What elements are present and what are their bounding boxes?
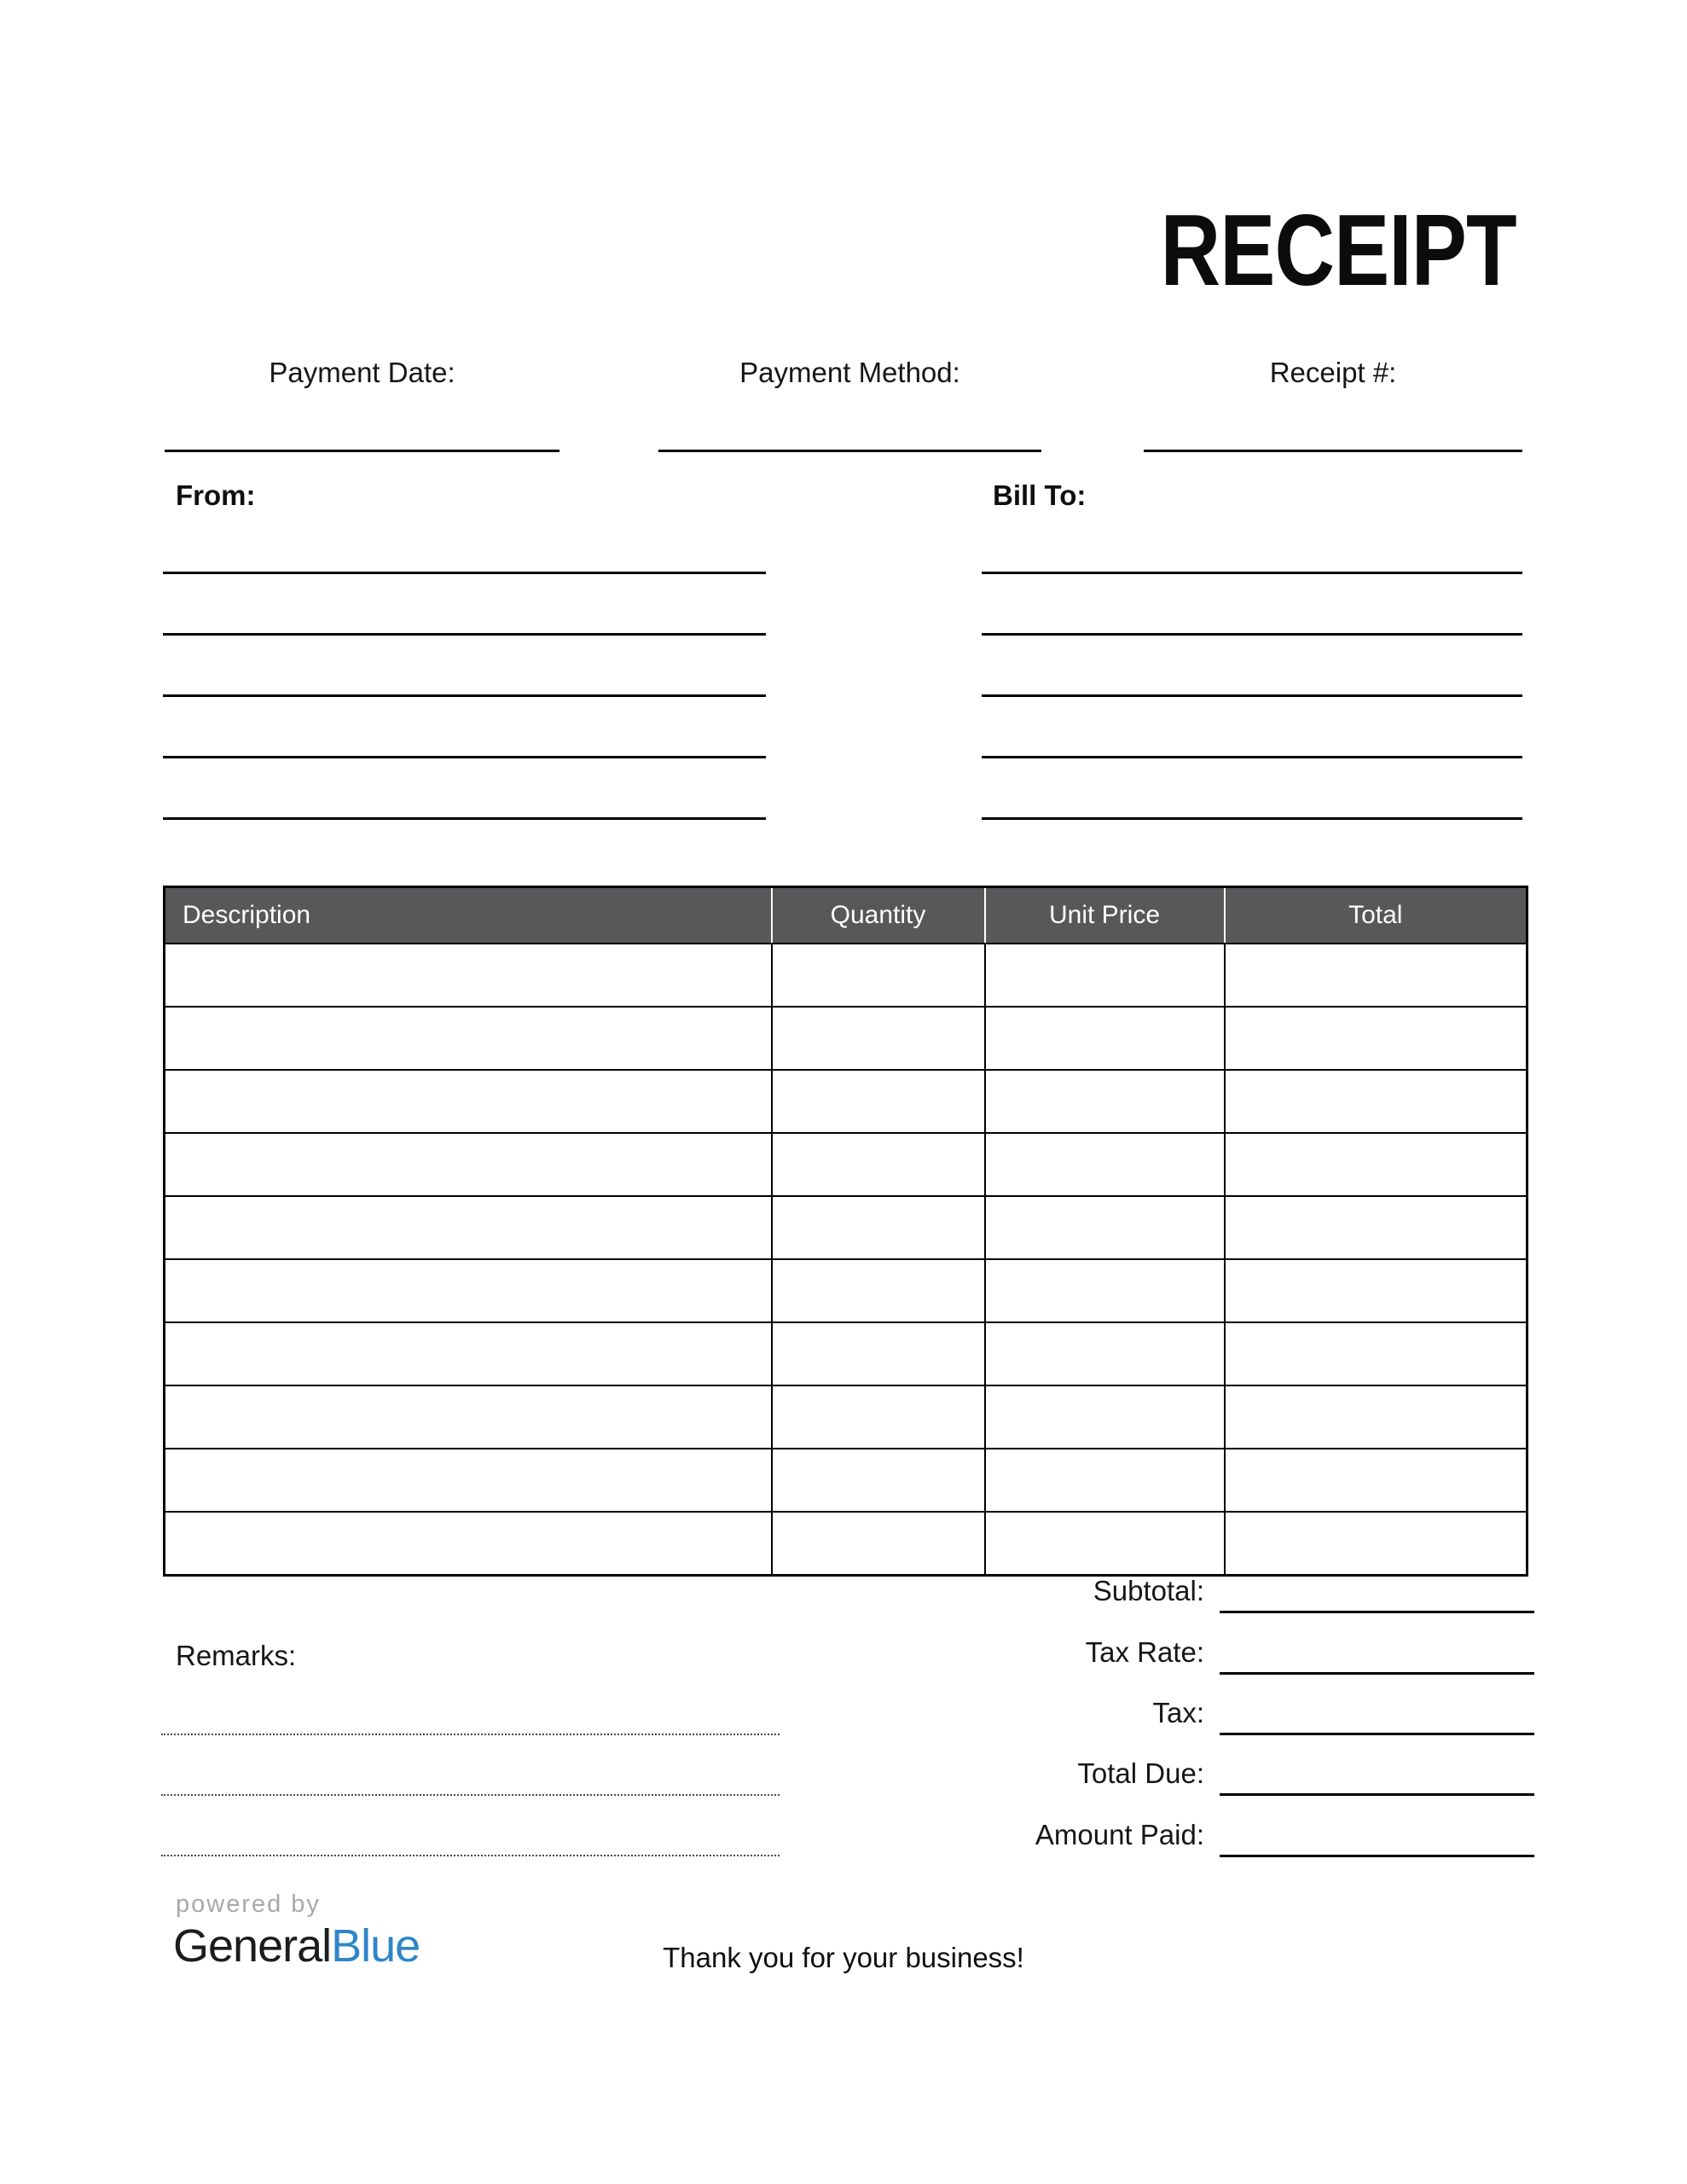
bill-to-line-3[interactable]	[982, 694, 1522, 697]
remarks-line-3[interactable]	[161, 1855, 780, 1856]
table-cell[interactable]	[985, 1449, 1225, 1512]
column-header-quantity: Quantity	[772, 887, 985, 944]
table-body	[165, 944, 1528, 1576]
table-cell[interactable]	[165, 1512, 772, 1576]
table-cell[interactable]	[772, 1259, 985, 1322]
table-cell[interactable]	[772, 1512, 985, 1576]
table-cell[interactable]	[165, 1322, 772, 1385]
table-cell[interactable]	[1225, 1449, 1528, 1512]
table-cell[interactable]	[772, 1449, 985, 1512]
payment-date-input[interactable]	[165, 450, 559, 452]
table-cell[interactable]	[1225, 1196, 1528, 1259]
table-cell[interactable]	[1225, 1007, 1528, 1070]
total-due-label: Total Due:	[1077, 1757, 1204, 1789]
payment-method-label: Payment Method:	[739, 357, 960, 388]
table-cell[interactable]	[772, 1196, 985, 1259]
table-cell[interactable]	[165, 1070, 772, 1133]
amount-paid-label: Amount Paid:	[1035, 1819, 1204, 1850]
logo-general-text: General	[173, 1920, 332, 1972]
payment-method-input[interactable]	[658, 450, 1041, 452]
thank-you-message: Thank you for your business!	[663, 1942, 1024, 1973]
bill-to-line-4[interactable]	[982, 756, 1522, 758]
table-cell[interactable]	[985, 1385, 1225, 1449]
table-cell[interactable]	[165, 1449, 772, 1512]
table-row	[165, 1259, 1528, 1322]
table-row	[165, 1512, 1528, 1576]
table-cell[interactable]	[1225, 1322, 1528, 1385]
page-title: RECEIPT	[1160, 194, 1516, 307]
from-line-5[interactable]	[163, 817, 766, 820]
table-row	[165, 1196, 1528, 1259]
table-row	[165, 944, 1528, 1007]
column-header-description: Description	[165, 887, 772, 944]
table-cell[interactable]	[985, 1007, 1225, 1070]
column-header-total: Total	[1225, 887, 1528, 944]
table-cell[interactable]	[165, 1259, 772, 1322]
remarks-line-1[interactable]	[161, 1734, 780, 1735]
table-row	[165, 1070, 1528, 1133]
table-cell[interactable]	[985, 944, 1225, 1007]
table-cell[interactable]	[1225, 1512, 1528, 1576]
table-cell[interactable]	[772, 1133, 985, 1196]
payment-date-label: Payment Date:	[269, 357, 455, 388]
table-row	[165, 1133, 1528, 1196]
from-line-4[interactable]	[163, 756, 766, 758]
receipt-number-field	[1144, 357, 1522, 459]
receipt-number-label: Receipt #:	[1269, 357, 1397, 388]
amount-paid-input[interactable]	[1220, 1855, 1534, 1857]
table-row	[165, 1385, 1528, 1449]
table-header-row	[165, 887, 1528, 944]
table-cell[interactable]	[772, 1322, 985, 1385]
table-cell[interactable]	[772, 1070, 985, 1133]
table-cell[interactable]	[1225, 1385, 1528, 1449]
logo-blue-text: Blue	[331, 1920, 420, 1972]
table-row	[165, 1449, 1528, 1512]
payment-method-field	[658, 357, 1041, 459]
table-cell[interactable]	[772, 1007, 985, 1070]
tax-rate-input[interactable]	[1220, 1672, 1534, 1675]
table-cell[interactable]	[985, 1259, 1225, 1322]
table-cell[interactable]	[1225, 1133, 1528, 1196]
bill-to-line-2[interactable]	[982, 633, 1522, 636]
table-row	[165, 1322, 1528, 1385]
table-cell[interactable]	[1225, 1070, 1528, 1133]
from-line-1[interactable]	[163, 572, 766, 574]
tax-input[interactable]	[1220, 1733, 1534, 1735]
bill-to-line-5[interactable]	[982, 817, 1522, 820]
table-cell[interactable]	[985, 1133, 1225, 1196]
total-due-input[interactable]	[1220, 1793, 1534, 1796]
table-cell[interactable]	[985, 1070, 1225, 1133]
receipt-number-input[interactable]	[1144, 450, 1522, 452]
bill-to-line-1[interactable]	[982, 572, 1522, 574]
bill-to-label: Bill To:	[993, 479, 1087, 511]
table-cell[interactable]	[165, 1385, 772, 1449]
from-line-2[interactable]	[163, 633, 766, 636]
subtotal-input[interactable]	[1220, 1611, 1534, 1613]
table-cell[interactable]	[165, 944, 772, 1007]
table-cell[interactable]	[772, 944, 985, 1007]
table-cell[interactable]	[165, 1196, 772, 1259]
remarks-label: Remarks:	[176, 1640, 297, 1671]
table-cell[interactable]	[985, 1322, 1225, 1385]
table-cell[interactable]	[1225, 944, 1528, 1007]
table-cell[interactable]	[772, 1385, 985, 1449]
from-label: From:	[176, 479, 256, 511]
subtotal-label: Subtotal:	[1093, 1575, 1204, 1606]
table-cell[interactable]	[985, 1196, 1225, 1259]
line-items-table	[163, 886, 1528, 1577]
tax-label: Tax:	[1152, 1697, 1204, 1728]
table-row	[165, 1007, 1528, 1070]
table-cell[interactable]	[1225, 1259, 1528, 1322]
from-line-3[interactable]	[163, 694, 766, 697]
tax-rate-label: Tax Rate:	[1085, 1636, 1204, 1668]
table-cell[interactable]	[165, 1007, 772, 1070]
payment-date-field	[165, 357, 559, 459]
table-cell[interactable]	[165, 1133, 772, 1196]
powered-by-text: powered by	[176, 1891, 321, 1918]
table-cell[interactable]	[985, 1512, 1225, 1576]
remarks-line-2[interactable]	[161, 1794, 780, 1796]
column-header-unit-price: Unit Price	[985, 887, 1225, 944]
